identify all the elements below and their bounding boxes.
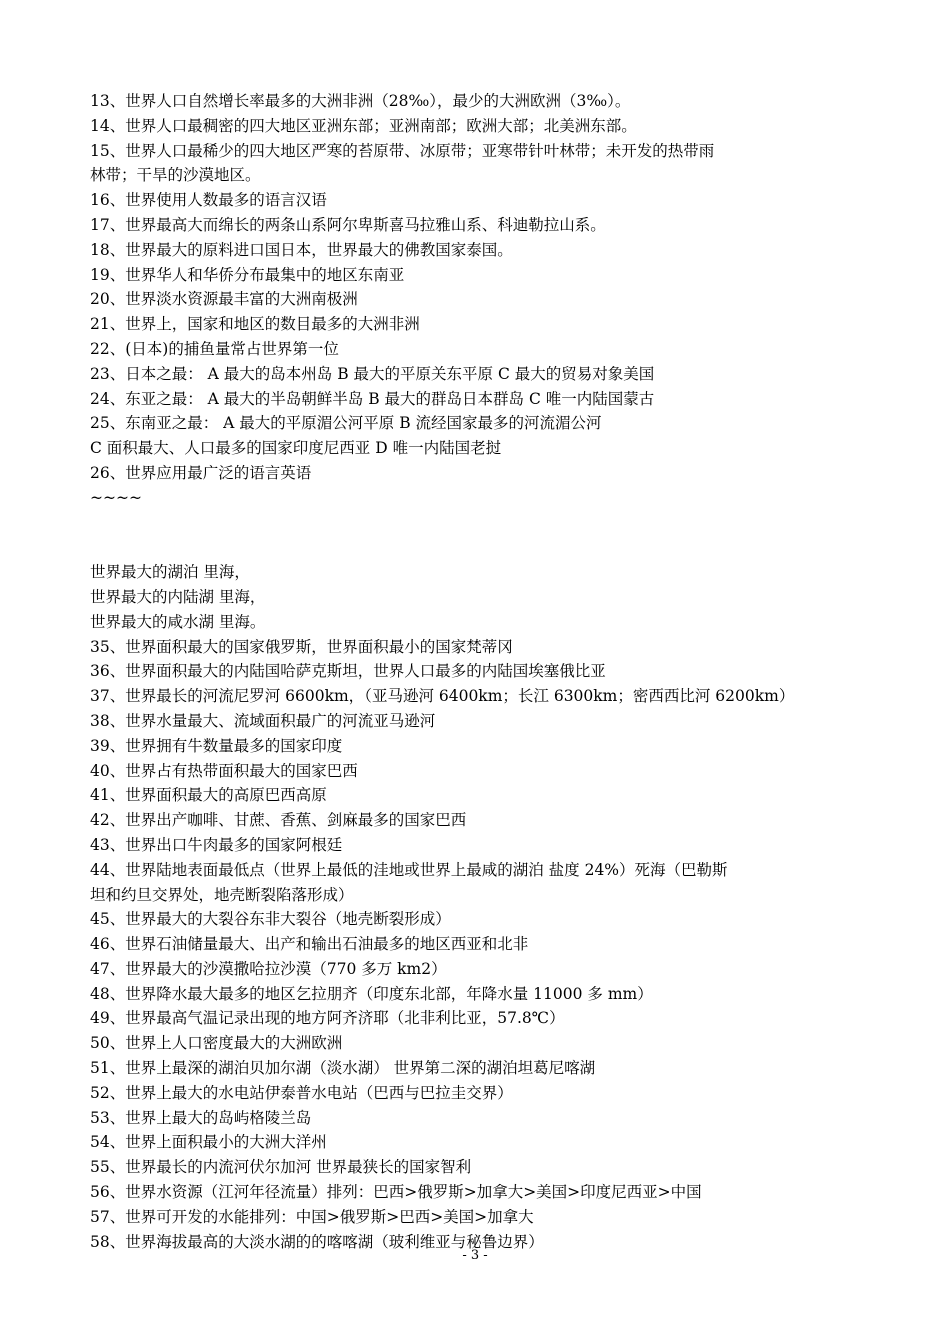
text-line: 18、世界最大的原料进口国日本，世界最大的佛教国家泰国。 [90, 240, 513, 259]
section-world-records-part-1 [90, 89, 870, 511]
text-line: 47、世界最大的沙漠撒哈拉沙漠（770 多万 km2） [90, 959, 447, 978]
text-line: 世界最大的内陆湖 里海， [90, 587, 266, 606]
text-line: 19、世界华人和华侨分布最集中的地区东南亚 [90, 265, 405, 284]
text-line: 43、世界出口牛肉最多的国家阿根廷 [90, 835, 343, 854]
text-line: 坦和约旦交界处，地壳断裂陷落形成） [90, 885, 354, 904]
text-line: 54、世界上面积最小的大洲大洋州 [90, 1133, 327, 1152]
text-line: 37、世界最长的河流尼罗河 6600km，（亚马逊河 6400km；长江 6300km；密西西比河 6200km） [90, 687, 795, 706]
text-line: 51、世界上最深的湖泊贝加尔湖（淡水湖） 世界第二深的湖泊坦葛尼喀湖 [90, 1059, 596, 1078]
text-line: 40、世界占有热带面积最大的国家巴西 [90, 761, 358, 780]
text-line: 16、世界使用人数最多的语言汉语 [90, 191, 327, 210]
text-line: 林带；干旱的沙漠地区。 [90, 166, 261, 185]
text-line: 15、世界人口最稀少的四大地区严寒的苔原带、冰原带；亚寒带针叶林带；未开发的热带雨 [90, 141, 715, 160]
tilde-separator: ~~~~ [90, 488, 142, 507]
text-line: C 面积最大、人口最多的国家印度尼西亚 D 唯一内陆国老挝 [90, 439, 502, 458]
text-line: 50、世界上人口密度最大的大洲欧洲 [90, 1034, 343, 1053]
text-line: 57、世界可开发的水能排列：中国>俄罗斯>巴西>美国>加拿大 [90, 1207, 534, 1226]
text-line: 39、世界拥有牛数量最多的国家印度 [90, 736, 343, 755]
text-line: 26、世界应用最广泛的语言英语 [90, 463, 312, 482]
text-line: 55、世界最长的内流河伏尔加河 世界最狭长的国家智利 [90, 1158, 472, 1177]
text-line: 58、世界海拔最高的大淡水湖的的喀喀湖（玻利维亚与秘鲁边界） [90, 1232, 544, 1251]
text-line: 49、世界最高气温记录出现的地方阿齐济耶（北非利比亚，57.8℃） [90, 1009, 565, 1028]
text-line: 17、世界最高大而绵长的两条山系阿尔卑斯喜马拉雅山系、科迪勒拉山系。 [90, 215, 606, 234]
text-line: 14、世界人口最稠密的四大地区亚洲东部；亚洲南部；欧洲大部；北美洲东部。 [90, 116, 637, 135]
text-line: 42、世界出产咖啡、甘蔗、香蕉、剑麻最多的国家巴西 [90, 811, 467, 830]
text-line: 53、世界上最大的岛屿格陵兰岛 [90, 1108, 312, 1127]
text-line: 21、世界上，国家和地区的数目最多的大洲非洲 [90, 315, 420, 334]
text-line: 46、世界石油储量最大、出产和输出石油最多的地区西亚和北非 [90, 935, 529, 954]
text-line: 48、世界降水最大最多的地区乞拉朋齐（印度东北部，年降水量 11000 多 mm） [90, 984, 653, 1003]
text-line: 41、世界面积最大的高原巴西高原 [90, 786, 327, 805]
blank-line [90, 535, 870, 560]
text-line: 13、世界人口自然增长率最多的大洲非洲（28‰），最少的大洲欧洲（3‰）。 [90, 92, 631, 110]
text-line: 52、世界上最大的水电站伊泰普水电站（巴西与巴拉圭交界） [90, 1083, 513, 1102]
page-number: - 3 - [462, 1248, 488, 1263]
text-line: 56、世界水资源（江河年径流量）排列：巴西>俄罗斯>加拿大>美国>印度尼西亚>中国 [90, 1183, 702, 1202]
text-line: 世界最大的湖泊 里海， [90, 563, 250, 582]
text-line: 23、日本之最： A 最大的岛本州岛 B 最大的平原关东平原 C 最大的贸易对象美国 [90, 364, 655, 383]
text-line: 36、世界面积最大的内陆国哈萨克斯坦，世界人口最多的内陆国埃塞俄比亚 [90, 662, 606, 681]
text-line: 25、东南亚之最： A 最大的平原湄公河平原 B 流经国家最多的河流湄公河 [90, 414, 602, 433]
text-line: 22、(日本)的捕鱼量常占世界第一位 [90, 339, 339, 358]
text-line: 35、世界面积最大的国家俄罗斯，世界面积最小的国家梵蒂冈 [90, 637, 513, 656]
text-line: 38、世界水量最大、流域面积最广的河流亚马逊河 [90, 711, 436, 730]
text-line: 20、世界淡水资源最丰富的大洲南极洲 [90, 290, 358, 309]
document-body [90, 89, 870, 1254]
text-line: 45、世界最大的大裂谷东非大裂谷（地壳断裂形成） [90, 910, 451, 929]
text-line: 24、东亚之最： A 最大的半岛朝鲜半岛 B 最大的群岛日本群岛 C 唯一内陆国蒙古 [90, 389, 655, 408]
blank-line [90, 511, 870, 536]
section-world-records-part-2 [90, 560, 870, 1254]
text-line: 世界最大的咸水湖 里海。 [90, 612, 266, 631]
text-line: 44、世界陆地表面最低点（世界上最低的洼地或世界上最咸的湖泊 盐度 24%）死海（巴勒斯 [90, 860, 728, 879]
